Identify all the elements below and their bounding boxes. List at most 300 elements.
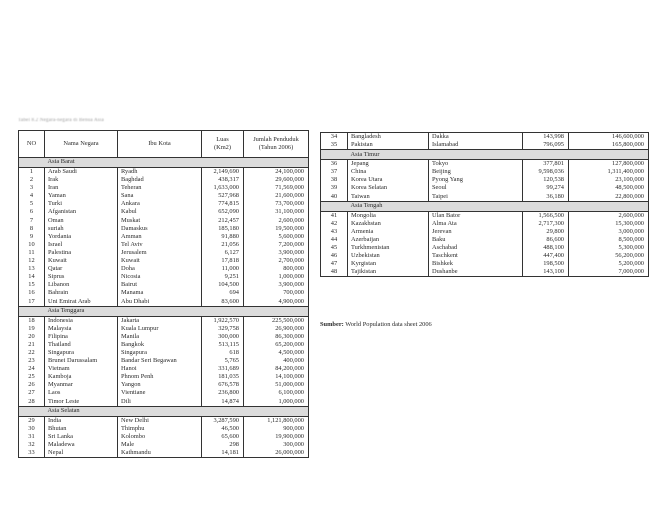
source-footnote <box>320 321 432 328</box>
row-number: 17 <box>19 298 45 307</box>
country-name: China <box>348 168 429 176</box>
area-value: 198,500 <box>523 260 569 268</box>
area-value: 83,600 <box>202 298 244 307</box>
population-value: 73,700,000 <box>244 200 309 208</box>
country-name: Irak <box>45 176 118 184</box>
capital-city: Bandar Seri Begawan <box>118 357 202 365</box>
region-spacer <box>19 406 45 416</box>
table-header-row <box>19 131 309 158</box>
population-value: 127,800,000 <box>569 160 649 169</box>
capital-city: Damaskus <box>118 225 202 233</box>
region-spacer <box>321 150 348 160</box>
area-value: 1,922,570 <box>202 316 244 325</box>
capital-city: Sana <box>118 192 202 200</box>
population-value: 3,900,000 <box>244 281 309 289</box>
row-number: 1 <box>19 168 45 177</box>
area-value: 9,598,036 <box>523 168 569 176</box>
area-value: 2,149,690 <box>202 168 244 177</box>
country-name: Turkhmenistan <box>348 244 429 252</box>
capital-city: Pyong Yang <box>429 176 523 184</box>
capital-city: Manama <box>118 289 202 297</box>
population-value: 21,600,000 <box>244 192 309 200</box>
population-value: 19,900,000 <box>244 433 309 441</box>
region-label: Asia Timur <box>348 150 649 160</box>
capital-city: Bairut <box>118 281 202 289</box>
country-name: Bangladesh <box>348 133 429 142</box>
country-name: Armenia <box>348 228 429 236</box>
area-value: 99,274 <box>523 184 569 192</box>
row-number: 12 <box>19 257 45 265</box>
country-name: Afganistan <box>45 208 118 216</box>
table-row <box>321 184 649 192</box>
population-value: 800,000 <box>244 265 309 273</box>
area-value: 104,500 <box>202 281 244 289</box>
population-value: 8,500,000 <box>569 236 649 244</box>
country-name: Taiwan <box>348 193 429 202</box>
country-name: Palestina <box>45 249 118 257</box>
area-value: 300,000 <box>202 333 244 341</box>
population-value: 22,800,000 <box>569 193 649 202</box>
area-value: 774,815 <box>202 200 244 208</box>
row-number: 15 <box>19 281 45 289</box>
table-row <box>321 160 649 169</box>
population-value: 1,311,400,000 <box>569 168 649 176</box>
header-area-line1: Luas <box>216 136 229 143</box>
country-name: Korea Selatan <box>348 184 429 192</box>
area-value: 513,115 <box>202 341 244 349</box>
capital-city: Alma Ata <box>429 220 523 228</box>
table-row <box>19 341 309 349</box>
area-value: 91,880 <box>202 233 244 241</box>
row-number: 46 <box>321 252 348 260</box>
region-row-asia-timur <box>321 150 649 160</box>
country-name: Bahrain <box>45 289 118 297</box>
country-name: Indonesia <box>45 316 118 325</box>
capital-city: Jakarta <box>118 316 202 325</box>
population-value: 165,800,000 <box>569 141 649 150</box>
area-value: 527,968 <box>202 192 244 200</box>
row-number: 43 <box>321 228 348 236</box>
table-row <box>321 211 649 220</box>
population-value: 48,500,000 <box>569 184 649 192</box>
table-row <box>19 192 309 200</box>
capital-city: Vientiane <box>118 389 202 397</box>
row-number: 11 <box>19 249 45 257</box>
table-row <box>19 265 309 273</box>
row-number: 19 <box>19 325 45 333</box>
population-value: 71,569,000 <box>244 184 309 192</box>
header-population <box>244 131 309 158</box>
country-name: Maladewa <box>45 441 118 449</box>
country-name: suriah <box>45 225 118 233</box>
country-name: Iran <box>45 184 118 192</box>
region-row-asia-tengah <box>321 201 649 211</box>
population-value: 4,900,000 <box>244 298 309 307</box>
area-value: 11,000 <box>202 265 244 273</box>
row-number: 2 <box>19 176 45 184</box>
table-row <box>19 425 309 433</box>
row-number: 7 <box>19 217 45 225</box>
table-row <box>19 381 309 389</box>
capital-city: Baghdad <box>118 176 202 184</box>
country-name: Yordania <box>45 233 118 241</box>
area-value: 21,056 <box>202 241 244 249</box>
capital-city: Kathmandu <box>118 449 202 458</box>
area-value: 36,180 <box>523 193 569 202</box>
row-number: 29 <box>19 416 45 425</box>
table-row <box>321 193 649 202</box>
table-row <box>19 398 309 407</box>
country-name: Israel <box>45 241 118 249</box>
area-value: 143,998 <box>523 133 569 142</box>
table-row <box>19 249 309 257</box>
country-name: Oman <box>45 217 118 225</box>
table-row <box>19 357 309 365</box>
table-row <box>321 220 649 228</box>
capital-city: Dili <box>118 398 202 407</box>
population-value: 23,100,000 <box>569 176 649 184</box>
population-value: 1,121,800,000 <box>244 416 309 425</box>
country-name: Turki <box>45 200 118 208</box>
header-no: NO <box>19 131 45 158</box>
region-row-asia-barat <box>19 158 309 168</box>
area-value: 185,180 <box>202 225 244 233</box>
row-number: 40 <box>321 193 348 202</box>
capital-city: Jerusalem <box>118 249 202 257</box>
row-number: 30 <box>19 425 45 433</box>
country-name: Qatar <box>45 265 118 273</box>
table-row <box>19 168 309 177</box>
capital-city: Baku <box>429 236 523 244</box>
table-row <box>19 333 309 341</box>
area-value: 212,457 <box>202 217 244 225</box>
capital-city: Kabul <box>118 208 202 216</box>
row-number: 42 <box>321 220 348 228</box>
capital-city: Nicosia <box>118 273 202 281</box>
area-value: 447,400 <box>523 252 569 260</box>
header-population-line2: (Tahun 2006) <box>258 144 294 151</box>
area-value: 652,090 <box>202 208 244 216</box>
capital-city: Dushanbe <box>429 268 523 277</box>
population-value: 700,000 <box>244 289 309 297</box>
population-value: 2,700,000 <box>244 257 309 265</box>
population-value: 5,600,000 <box>244 233 309 241</box>
capital-city: Amman <box>118 233 202 241</box>
region-label: Asia Tengah <box>348 201 649 211</box>
row-number: 35 <box>321 141 348 150</box>
capital-city: Bangkok <box>118 341 202 349</box>
population-value: 3,000,000 <box>569 228 649 236</box>
population-value: 4,500,000 <box>244 349 309 357</box>
area-value: 3,287,590 <box>202 416 244 425</box>
row-number: 5 <box>19 200 45 208</box>
table-row <box>19 200 309 208</box>
population-value: 5,300,000 <box>569 244 649 252</box>
capital-city: Taschkent <box>429 252 523 260</box>
area-value: 181,035 <box>202 373 244 381</box>
row-number: 18 <box>19 316 45 325</box>
row-number: 44 <box>321 236 348 244</box>
area-value: 6,127 <box>202 249 244 257</box>
table-row <box>321 260 649 268</box>
table-row <box>19 184 309 192</box>
population-value: 300,000 <box>244 441 309 449</box>
area-value: 329,758 <box>202 325 244 333</box>
table-row <box>19 449 309 458</box>
row-number: 37 <box>321 168 348 176</box>
population-value: 225,500,000 <box>244 316 309 325</box>
capital-city: Yangon <box>118 381 202 389</box>
row-number: 27 <box>19 389 45 397</box>
row-number: 8 <box>19 225 45 233</box>
row-number: 39 <box>321 184 348 192</box>
table-row <box>321 236 649 244</box>
row-number: 6 <box>19 208 45 216</box>
row-number: 32 <box>19 441 45 449</box>
capital-city: Male <box>118 441 202 449</box>
row-number: 16 <box>19 289 45 297</box>
header-population-line1: Jumlah Penduduk <box>253 136 299 143</box>
capital-city: Ryadh <box>118 168 202 177</box>
header-area-line2: (Km2) <box>213 144 232 151</box>
capital-city: Abu Dhabi <box>118 298 202 307</box>
population-value: 2,600,000 <box>244 217 309 225</box>
population-value: 1,000,000 <box>244 398 309 407</box>
row-number: 13 <box>19 265 45 273</box>
population-value: 86,300,000 <box>244 333 309 341</box>
region-spacer <box>19 158 45 168</box>
country-name: Pakistan <box>348 141 429 150</box>
area-value: 438,317 <box>202 176 244 184</box>
asia-countries-table-left <box>18 130 309 458</box>
country-name: Kyrgistan <box>348 260 429 268</box>
country-name: Mongolia <box>348 211 429 220</box>
country-name: Sri Lanka <box>45 433 118 441</box>
table-row <box>19 298 309 307</box>
area-value: 29,800 <box>523 228 569 236</box>
source-text: World Population data sheet 2006 <box>343 321 432 328</box>
region-spacer <box>321 201 348 211</box>
capital-city: Hanoi <box>118 365 202 373</box>
country-name: Bhutan <box>45 425 118 433</box>
capital-city: Taipei <box>429 193 523 202</box>
area-value: 143,100 <box>523 268 569 277</box>
table-row <box>19 176 309 184</box>
country-name: Uni Emirat Arab <box>45 298 118 307</box>
table-row <box>19 208 309 216</box>
region-label: Asia Selatan <box>45 406 309 416</box>
row-number: 10 <box>19 241 45 249</box>
capital-city: Thimphu <box>118 425 202 433</box>
table-row <box>19 316 309 325</box>
country-name: Myanmar <box>45 381 118 389</box>
area-value: 618 <box>202 349 244 357</box>
table-row <box>19 325 309 333</box>
row-number: 25 <box>19 373 45 381</box>
country-name: Malaysia <box>45 325 118 333</box>
table-row <box>19 416 309 425</box>
region-spacer <box>19 306 45 316</box>
area-value: 488,100 <box>523 244 569 252</box>
capital-city: Phnom Penh <box>118 373 202 381</box>
row-number: 38 <box>321 176 348 184</box>
capital-city: Tel Aviv <box>118 241 202 249</box>
area-value: 377,801 <box>523 160 569 169</box>
table-row <box>19 373 309 381</box>
country-name: Yaman <box>45 192 118 200</box>
country-name: Laos <box>45 389 118 397</box>
table-row <box>321 133 649 142</box>
row-number: 36 <box>321 160 348 169</box>
country-name: Vietnam <box>45 365 118 373</box>
population-value: 2,600,000 <box>569 211 649 220</box>
area-value: 236,800 <box>202 389 244 397</box>
row-number: 28 <box>19 398 45 407</box>
population-value: 65,200,000 <box>244 341 309 349</box>
header-area <box>202 131 244 158</box>
table-row <box>19 225 309 233</box>
country-name: Azerbaijan <box>348 236 429 244</box>
table-row <box>321 244 649 252</box>
capital-city: Kolombo <box>118 433 202 441</box>
header-country-name: Nama Negara <box>45 131 118 158</box>
population-value: 14,100,000 <box>244 373 309 381</box>
table-row <box>321 252 649 260</box>
country-name: Brunei Darussalam <box>45 357 118 365</box>
population-value: 7,200,000 <box>244 241 309 249</box>
table-caption: Tabel 8.2 Negara-negara di Benua Asia <box>18 118 104 123</box>
population-value: 84,200,000 <box>244 365 309 373</box>
country-name: Arab Saudi <box>45 168 118 177</box>
row-number: 14 <box>19 273 45 281</box>
row-number: 48 <box>321 268 348 277</box>
capital-city: Teheran <box>118 184 202 192</box>
country-name: Kamboja <box>45 373 118 381</box>
country-name: Uzbekistan <box>348 252 429 260</box>
capital-city: Tokyo <box>429 160 523 169</box>
capital-city: Ankara <box>118 200 202 208</box>
area-value: 17,818 <box>202 257 244 265</box>
country-name: Korea Utara <box>348 176 429 184</box>
row-number: 9 <box>19 233 45 241</box>
table-row <box>19 273 309 281</box>
capital-city: Bishkek <box>429 260 523 268</box>
capital-city: Singapura <box>118 349 202 357</box>
table-row <box>19 365 309 373</box>
country-name: Thailand <box>45 341 118 349</box>
region-label: Asia Barat <box>45 158 309 168</box>
table-row <box>321 228 649 236</box>
capital-city: Seoul <box>429 184 523 192</box>
capital-city: Jerevan <box>429 228 523 236</box>
area-value: 46,500 <box>202 425 244 433</box>
country-name: Tajikistan <box>348 268 429 277</box>
area-value: 1,633,000 <box>202 184 244 192</box>
row-number: 47 <box>321 260 348 268</box>
table-row <box>19 281 309 289</box>
table-row <box>321 268 649 277</box>
country-name: Singapura <box>45 349 118 357</box>
row-number: 26 <box>19 381 45 389</box>
area-value: 120,538 <box>523 176 569 184</box>
table-row <box>19 241 309 249</box>
country-name: Jepang <box>348 160 429 169</box>
row-number: 33 <box>19 449 45 458</box>
table-row <box>321 176 649 184</box>
capital-city: Kuala Lumpur <box>118 325 202 333</box>
region-row-asia-tenggara <box>19 306 309 316</box>
capital-city: Islamabad <box>429 141 523 150</box>
area-value: 14,181 <box>202 449 244 458</box>
region-row-asia-selatan <box>19 406 309 416</box>
table-row <box>19 389 309 397</box>
row-number: 45 <box>321 244 348 252</box>
population-value: 15,300,000 <box>569 220 649 228</box>
table-row <box>19 233 309 241</box>
population-value: 7,000,000 <box>569 268 649 277</box>
row-number: 3 <box>19 184 45 192</box>
country-name: Libanon <box>45 281 118 289</box>
row-number: 34 <box>321 133 348 142</box>
population-value: 56,200,000 <box>569 252 649 260</box>
area-value: 2,717,300 <box>523 220 569 228</box>
population-value: 26,000,000 <box>244 449 309 458</box>
capital-city: Dakka <box>429 133 523 142</box>
table-row <box>19 289 309 297</box>
capital-city: New Delhi <box>118 416 202 425</box>
population-value: 146,600,000 <box>569 133 649 142</box>
area-value: 1,566,500 <box>523 211 569 220</box>
capital-city: Beijing <box>429 168 523 176</box>
population-value: 29,600,000 <box>244 176 309 184</box>
area-value: 9,251 <box>202 273 244 281</box>
area-value: 65,600 <box>202 433 244 441</box>
population-value: 31,100,000 <box>244 208 309 216</box>
area-value: 298 <box>202 441 244 449</box>
region-label: Asia Tenggara <box>45 306 309 316</box>
area-value: 676,578 <box>202 381 244 389</box>
row-number: 22 <box>19 349 45 357</box>
area-value: 5,765 <box>202 357 244 365</box>
table-row <box>321 168 649 176</box>
country-name: India <box>45 416 118 425</box>
population-value: 5,200,000 <box>569 260 649 268</box>
country-name: Kazakhstan <box>348 220 429 228</box>
area-value: 14,874 <box>202 398 244 407</box>
row-number: 23 <box>19 357 45 365</box>
capital-city: Ulan Bator <box>429 211 523 220</box>
population-value: 24,100,000 <box>244 168 309 177</box>
country-name: Filipina <box>45 333 118 341</box>
population-value: 26,900,000 <box>244 325 309 333</box>
area-value: 86,600 <box>523 236 569 244</box>
area-value: 694 <box>202 289 244 297</box>
row-number: 4 <box>19 192 45 200</box>
population-value: 3,900,000 <box>244 249 309 257</box>
capital-city: Muskat <box>118 217 202 225</box>
header-capital: Ibu Kota <box>118 131 202 158</box>
population-value: 900,000 <box>244 425 309 433</box>
table-row <box>19 257 309 265</box>
row-number: 31 <box>19 433 45 441</box>
row-number: 41 <box>321 211 348 220</box>
row-number: 20 <box>19 333 45 341</box>
table-row <box>19 433 309 441</box>
country-name: Kuwait <box>45 257 118 265</box>
population-value: 6,100,000 <box>244 389 309 397</box>
country-name: Siprus <box>45 273 118 281</box>
country-name: Nepal <box>45 449 118 458</box>
